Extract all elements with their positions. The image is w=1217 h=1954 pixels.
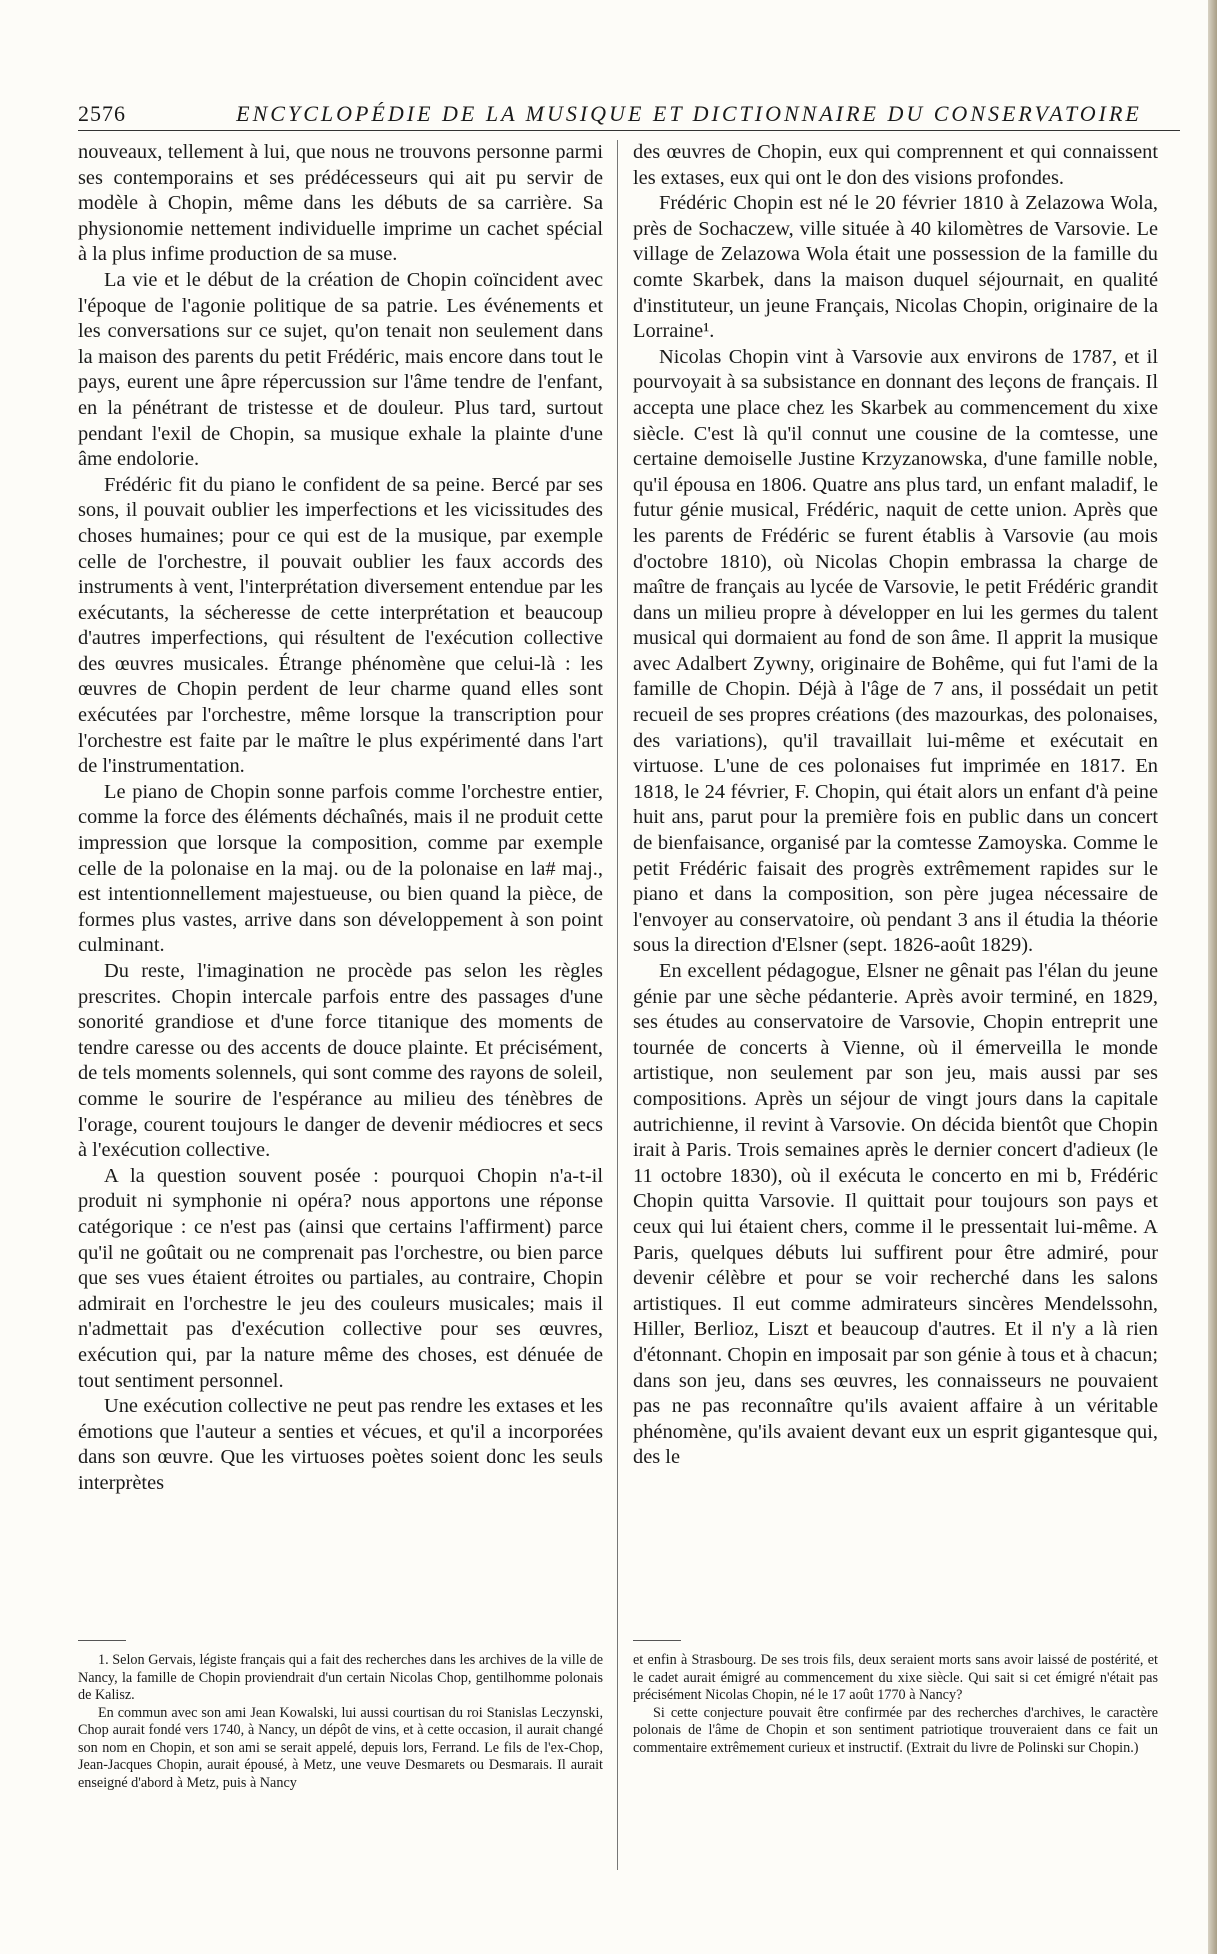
paragraph: En excellent pédagogue, Elsner ne gênait pas l'élan du jeune génie par une sèche pédanterie. Après avoir terminé, en 1829, ses études au conservatoire de Varsovie, Chopin entreprit une tournée de concerts à Vienne, où il émerveilla le monde artistique, non seulement par son jeu, mais aussi par ses compositions. Après un séjour de vingt jours dans la capitale autrichienne, il revint à Varsovie. On décida bientôt que Chopin irait à Paris. Trois semaines après le dernier concert d'adieux (le 11 octobre 1830), où il exécuta le concerto en mi b, Frédéric Chopin quitta Varsovie. Il quittait pour toujours son pays et ceux qui lui étaient chers, comme il le pressentait lui-même. A Paris, quelques débuts lui suffirent pour être admiré, pour devenir célèbre et pour se voir recherché dans les salons artistiques. Il eut comme admirateurs sincères Mendelssohn, Hiller, Berlioz, Liszt et beaucoup d'autres. Et il n'y a là rien d'étonnant. Chopin en imposait par son génie à tous et à chacun; dans son jeu, dans ses œuvres, les connaisseurs ne pouvaient pas ne pas reconnaître qu'ils avaient affaire à un véritable phénomène, qu'ils avaient devant eux un esprit gigantesque qui, des le xyxy=(633,960,1158,1469)
left-column xyxy=(78,140,603,1496)
footnotes-left xyxy=(78,1652,603,1792)
page-edge xyxy=(1208,0,1217,1954)
right-column xyxy=(633,140,1158,1471)
paragraph: Frédéric Chopin est né le 20 février 1810 à Zelazowa Wola, près de Sochaczew, ville située à 40 kilomètres de Varsovie. Le village de Zelazowa Wola était une possession de la famille du comte Skarbek, dans la maison duquel séjournait, en qualité d'instituteur, un jeune Français, Nicolas Chopin, originaire de la Lorraine¹. xyxy=(633,192,1158,343)
paragraph: nouveaux, tellement à lui, que nous ne trouvons personne parmi ses contemporains et ses prédécesseurs qui ait pu servir de modèle à Chopin, même dans les débuts de sa carrière. Sa physionomie nettement individuelle imprime un cachet spécial à la plus infime production de sa muse. xyxy=(78,141,603,266)
footnote: et enfin à Strasbourg. De ses trois fils, deux seraient morts sans avoir laissé de postérité, et le cadet aurait émigré au commencement du xixe siècle. Qui sait si cet émigré n'était pas précisément Nicolas Chopin, né le 17 août 1770 à Nancy? xyxy=(633,1652,1158,1703)
paragraph: Frédéric fit du piano le confident de sa peine. Bercé par ses sons, il pouvait oublier les imperfections et les vicissitudes des choses humaines; pour ce qui est de la musique, par exemple celle de l'orchestre, il pouvait oublier les faux accords des instruments à vent, l'interprétation diversement entendue par les exécutants, la sécheresse de cette interprétation et beaucoup d'autres imperfections, qui résultent de l'exécution collective des œuvres musicales. Étrange phénomène que celui-là : les œuvres de Chopin perdent de leur charme quand elles sont exécutées par l'orchestre, même lorsque la transcription pour l'orchestre est faite par le maître le plus expérimenté dans l'art de l'instrumentation. xyxy=(78,473,603,778)
paragraph: Nicolas Chopin vint à Varsovie aux environs de 1787, et il pourvoyait à sa subsistance en donnant des leçons de français. Il accepta une place chez les Skarbek au commencement du xixe siècle. C'est là qu'il connut une cousine de la comtesse, une certaine demoiselle Justine Krzyzanowska, d'une famille noble, qu'il épousa en 1806. Quatre ans plus tard, un enfant maladif, le futur génie musical, Frédéric, naquit de cette union. Après que les parents de Frédéric se furent établis à Varsovie (au mois d'octobre 1810), où Nicolas Chopin embrassa la charge de maître de français au lycée de Varsovie, le petit Frédéric grandit dans un milieu propre à développer en lui les germes du talent musical qui dormaient au fond de son âme. Il apprit la musique avec Adalbert Zywny, originaire de Bohême, qui fut l'ami de la famille de Chopin. Déjà à l'âge de 7 ans, il possédait un petit recueil de ses propres créations (des mazourkas, des polonaises, des variations), qu'il travaillait lui-même et exécutait en virtuose. L'une de ces polonaises fut imprimée en 1817. En 1818, le 24 février, F. Chopin, qui était alors un enfant d'à peine huit ans, parut pour la première fois en public dans un concert de bienfaisance, organisé par la comtesse Zamoyska. Comme le petit Frédéric faisait des progrès extrêmement rapides sur le piano et dans la composition, son père jugea nécessaire de l'envoyer au conservatoire, où pendant 3 ans il étudia la théorie sous la direction d'Elsner (sept. 1826-août 1829). xyxy=(633,345,1158,957)
page-number: 2576 xyxy=(78,101,126,126)
paragraph: Une exécution collective ne peut pas rendre les extases et les émotions que l'auteur a senties et vécues, et qu'il a incorporées dans son œuvre. Que les virtuoses poètes soient donc les seuls interprètes xyxy=(78,1395,603,1494)
footnote: Si cette conjecture pouvait être confirmée par des recherches d'archives, le caractère polonais de l'âme de Chopin et son sentiment patriotique trouveraient dans ce fait un commentaire extrêmement curieux et instructif. (Extrait du livre de Polinski sur Chopin.) xyxy=(633,1704,1158,1756)
column-divider xyxy=(617,140,618,1870)
footnote: En commun avec son ami Jean Kowalski, lui aussi courtisan du roi Stanislas Leczynski, Chop aurait fondé vers 1740, à Nancy, un dépôt de vins, et à cette occasion, il aurait changé son nom en Chopin, et son ami se serait appelé, depuis lors, Ferrand. Le fils de l'ex-Chop, Jean-Jacques Chopin, aurait épousé, à Metz, une veuve Desmarets ou Desmarais. Il aurait enseigné d'abord à Metz, puis à Nancy xyxy=(78,1704,603,1791)
running-title: ENCYCLOPÉDIE DE LA MUSIQUE ET DICTIONNAIRE DU CONSERVATOIRE xyxy=(236,101,1142,126)
footnotes-right xyxy=(633,1652,1158,1757)
paragraph: Le piano de Chopin sonne parfois comme l'orchestre entier, comme la force des éléments déchaînés, mais il ne produit cette impression que lorsque la composition, comme par exemple celle de la polonaise en la maj. ou de la polonaise en la# maj., est intentionnellement majestueuse, ou bien quand la pièce, de formes plus vastes, arrive dans son développement à son point culminant. xyxy=(78,780,603,957)
paragraph: des œuvres de Chopin, eux qui comprennent et qui connaissent les extases, eux qui ont le don des visions profondes. xyxy=(633,141,1158,189)
page-header xyxy=(78,98,1180,131)
paragraph: A la question souvent posée : pourquoi Chopin n'a-t-il produit ni symphonie ni opéra? nous apportons une réponse catégorique : ce n'est pas (ainsi que certains l'affirment) parce qu'il ne goûtait ou ne comprenait pas l'orchestre, ou bien parce que ses vues étaient étroites ou partiales, au contraire, Chopin admirait en l'orchestre le jeu des couleurs musicales; mais il n'admettait pas d'exécution collective pour ses œuvres, exécution qui, par la nature même des choses, est dénuée de tout sentiment personnel. xyxy=(78,1164,603,1392)
footnote: 1. Selon Gervais, légiste français qui a fait des recherches dans les archives de la ville de Nancy, la famille de Chopin proviendrait d'un certain Nicolas Chop, gentilhomme polonais de Kalisz. xyxy=(78,1652,603,1703)
paragraph: Du reste, l'imagination ne procède pas selon les règles prescrites. Chopin intercale parfois entre des passages d'une sonorité grandiose et d'une force titanique des moments de tendre caresse ou des accents de douce plainte. Et précisément, de tels moments solennels, qui sont comme des rayons de soleil, comme le sourire de l'espérance au milieu des ténèbres de l'orage, courent toujours le danger de devenir médiocres et secs à l'exécution collective. xyxy=(78,960,603,1162)
paragraph: La vie et le début de la création de Chopin coïncident avec l'époque de l'agonie politique de sa patrie. Les événements et les conversations sur ce sujet, qu'on tenait non seulement dans la maison des parents du petit Frédéric, mais encore dans tout le pays, eurent une âpre répercussion sur l'âme tendre de l'enfant, en la pénétrant de tristesse et de douleur. Plus tard, surtout pendant l'exil de Chopin, sa musique exhale la plainte d'une âme endolorie. xyxy=(78,268,603,471)
footnote-rule xyxy=(633,1640,681,1641)
footnote-rule xyxy=(78,1640,126,1641)
